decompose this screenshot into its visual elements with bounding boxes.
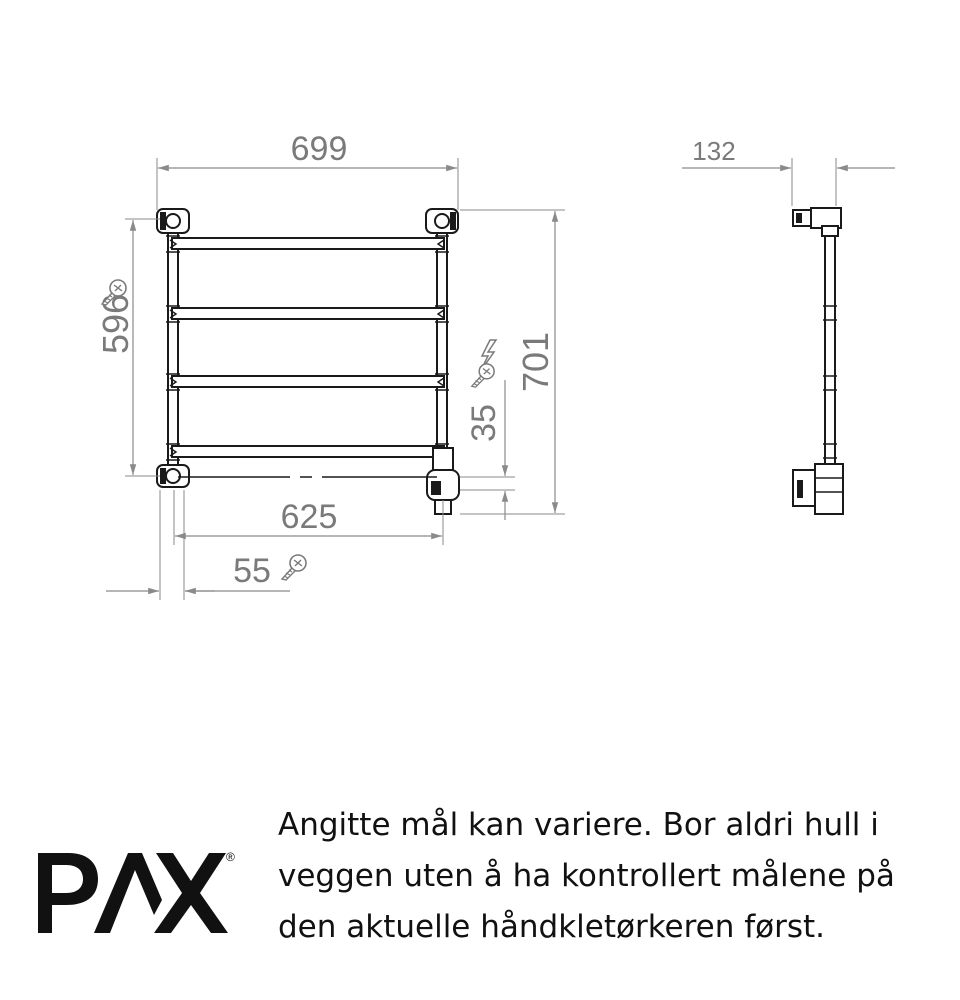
wall-bracket-top-right <box>426 209 458 233</box>
disclaimer-note <box>278 800 938 953</box>
bracket-offset-label: 55 <box>233 552 271 590</box>
note-line: Angitte mål kan variere. Bor aldri hull i <box>278 807 879 843</box>
rail-bar <box>172 308 444 319</box>
wall-bracket-bottom-left <box>157 465 189 487</box>
depth-label: 132 <box>692 136 736 166</box>
dimension-bracket-offset <box>106 490 306 600</box>
overall-width-label: 699 <box>290 130 348 168</box>
note-line: den aktuelle håndkletørkeren først. <box>278 909 826 945</box>
dimension-overall-width <box>157 130 458 210</box>
connection-height-label: 35 <box>465 404 503 442</box>
side-post <box>825 225 835 473</box>
side-bracket-bottom <box>793 464 843 514</box>
dimension-connection-height <box>460 340 515 520</box>
left-post <box>168 222 178 475</box>
rail-bar <box>172 238 444 249</box>
side-view <box>793 208 843 514</box>
note-line: veggen uten å ha kontrollert målene på <box>278 858 895 894</box>
front-view <box>157 209 459 514</box>
bracket-height-label: 596 <box>95 293 136 355</box>
side-bracket-top <box>793 208 841 236</box>
rail-bar <box>172 446 444 457</box>
dimension-depth <box>682 136 895 206</box>
pax-logo <box>34 845 244 940</box>
wall-bracket-top-left <box>157 209 189 233</box>
screw-icon <box>472 364 494 387</box>
dimension-bracket-height <box>95 219 160 476</box>
dimension-overall-height <box>460 210 565 514</box>
screw-icon <box>282 555 306 580</box>
overall-height-label: 701 <box>515 331 556 393</box>
registered-mark: ® <box>226 850 235 864</box>
right-post <box>437 222 447 475</box>
rail-bar <box>172 376 444 387</box>
bracket-width-label: 625 <box>280 498 338 536</box>
dimension-bracket-width <box>174 490 443 545</box>
